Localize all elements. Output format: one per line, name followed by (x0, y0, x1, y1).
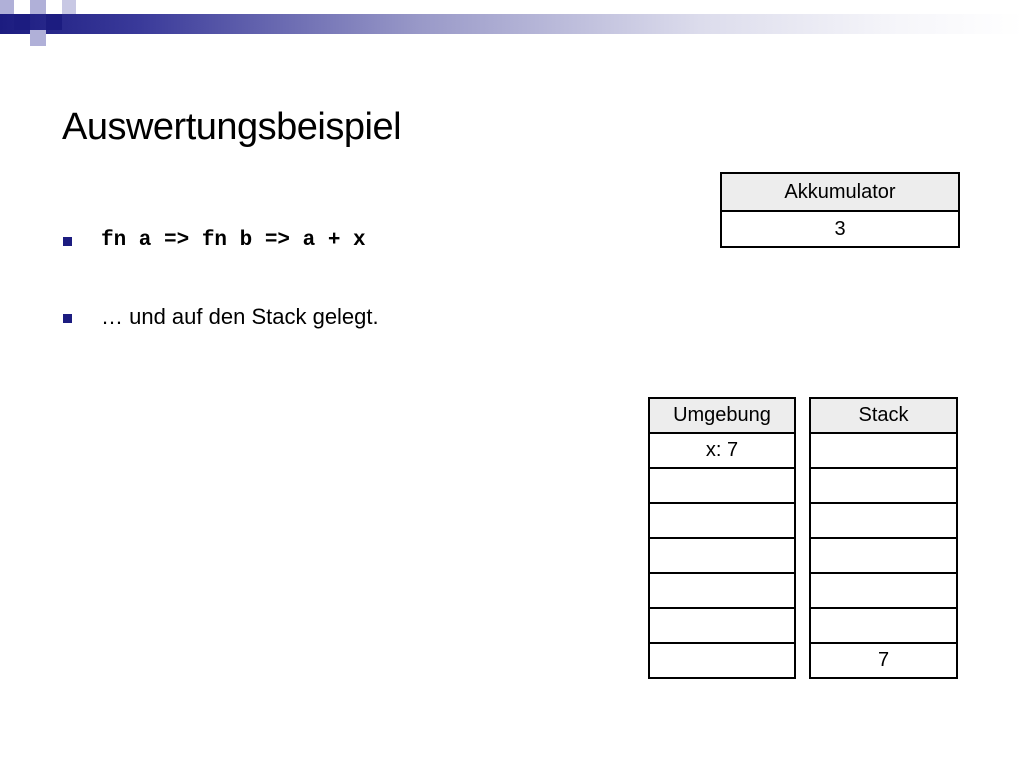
akkumulator-value: 3 (721, 211, 959, 247)
bullet-icon (63, 237, 72, 246)
stack-header: Stack (810, 398, 957, 433)
bullet-icon (63, 314, 72, 323)
umgebung-cell (649, 643, 795, 678)
logo-square (0, 0, 14, 14)
umgebung-header: Umgebung (649, 398, 795, 433)
slide-title: Auswertungsbeispiel (62, 106, 402, 148)
text-bullet: … und auf den Stack gelegt. (101, 304, 379, 329)
stack-cell (810, 433, 957, 468)
code-bullet: fn a => fn b => a + x (101, 229, 366, 252)
umgebung-cell (649, 503, 795, 538)
stack-cell (810, 608, 957, 643)
stack-cell: 7 (810, 643, 957, 678)
stack-cell (810, 538, 957, 573)
stack-cell (810, 468, 957, 503)
umgebung-cell (649, 573, 795, 608)
logo-square (46, 14, 62, 30)
logo-square (30, 30, 46, 46)
umgebung-cell: x: 7 (649, 433, 795, 468)
akkumulator-table (720, 172, 960, 248)
umgebung-cell (649, 608, 795, 643)
stack-cell (810, 503, 957, 538)
header-gradient-bar (0, 14, 1024, 34)
umgebung-cell (649, 538, 795, 573)
stack-table (809, 397, 958, 679)
umgebung-table (648, 397, 796, 679)
logo-square (30, 0, 46, 14)
umgebung-cell (649, 468, 795, 503)
logo-square (62, 0, 76, 14)
logo-square (14, 14, 30, 30)
akkumulator-header: Akkumulator (721, 173, 959, 211)
stack-cell (810, 573, 957, 608)
